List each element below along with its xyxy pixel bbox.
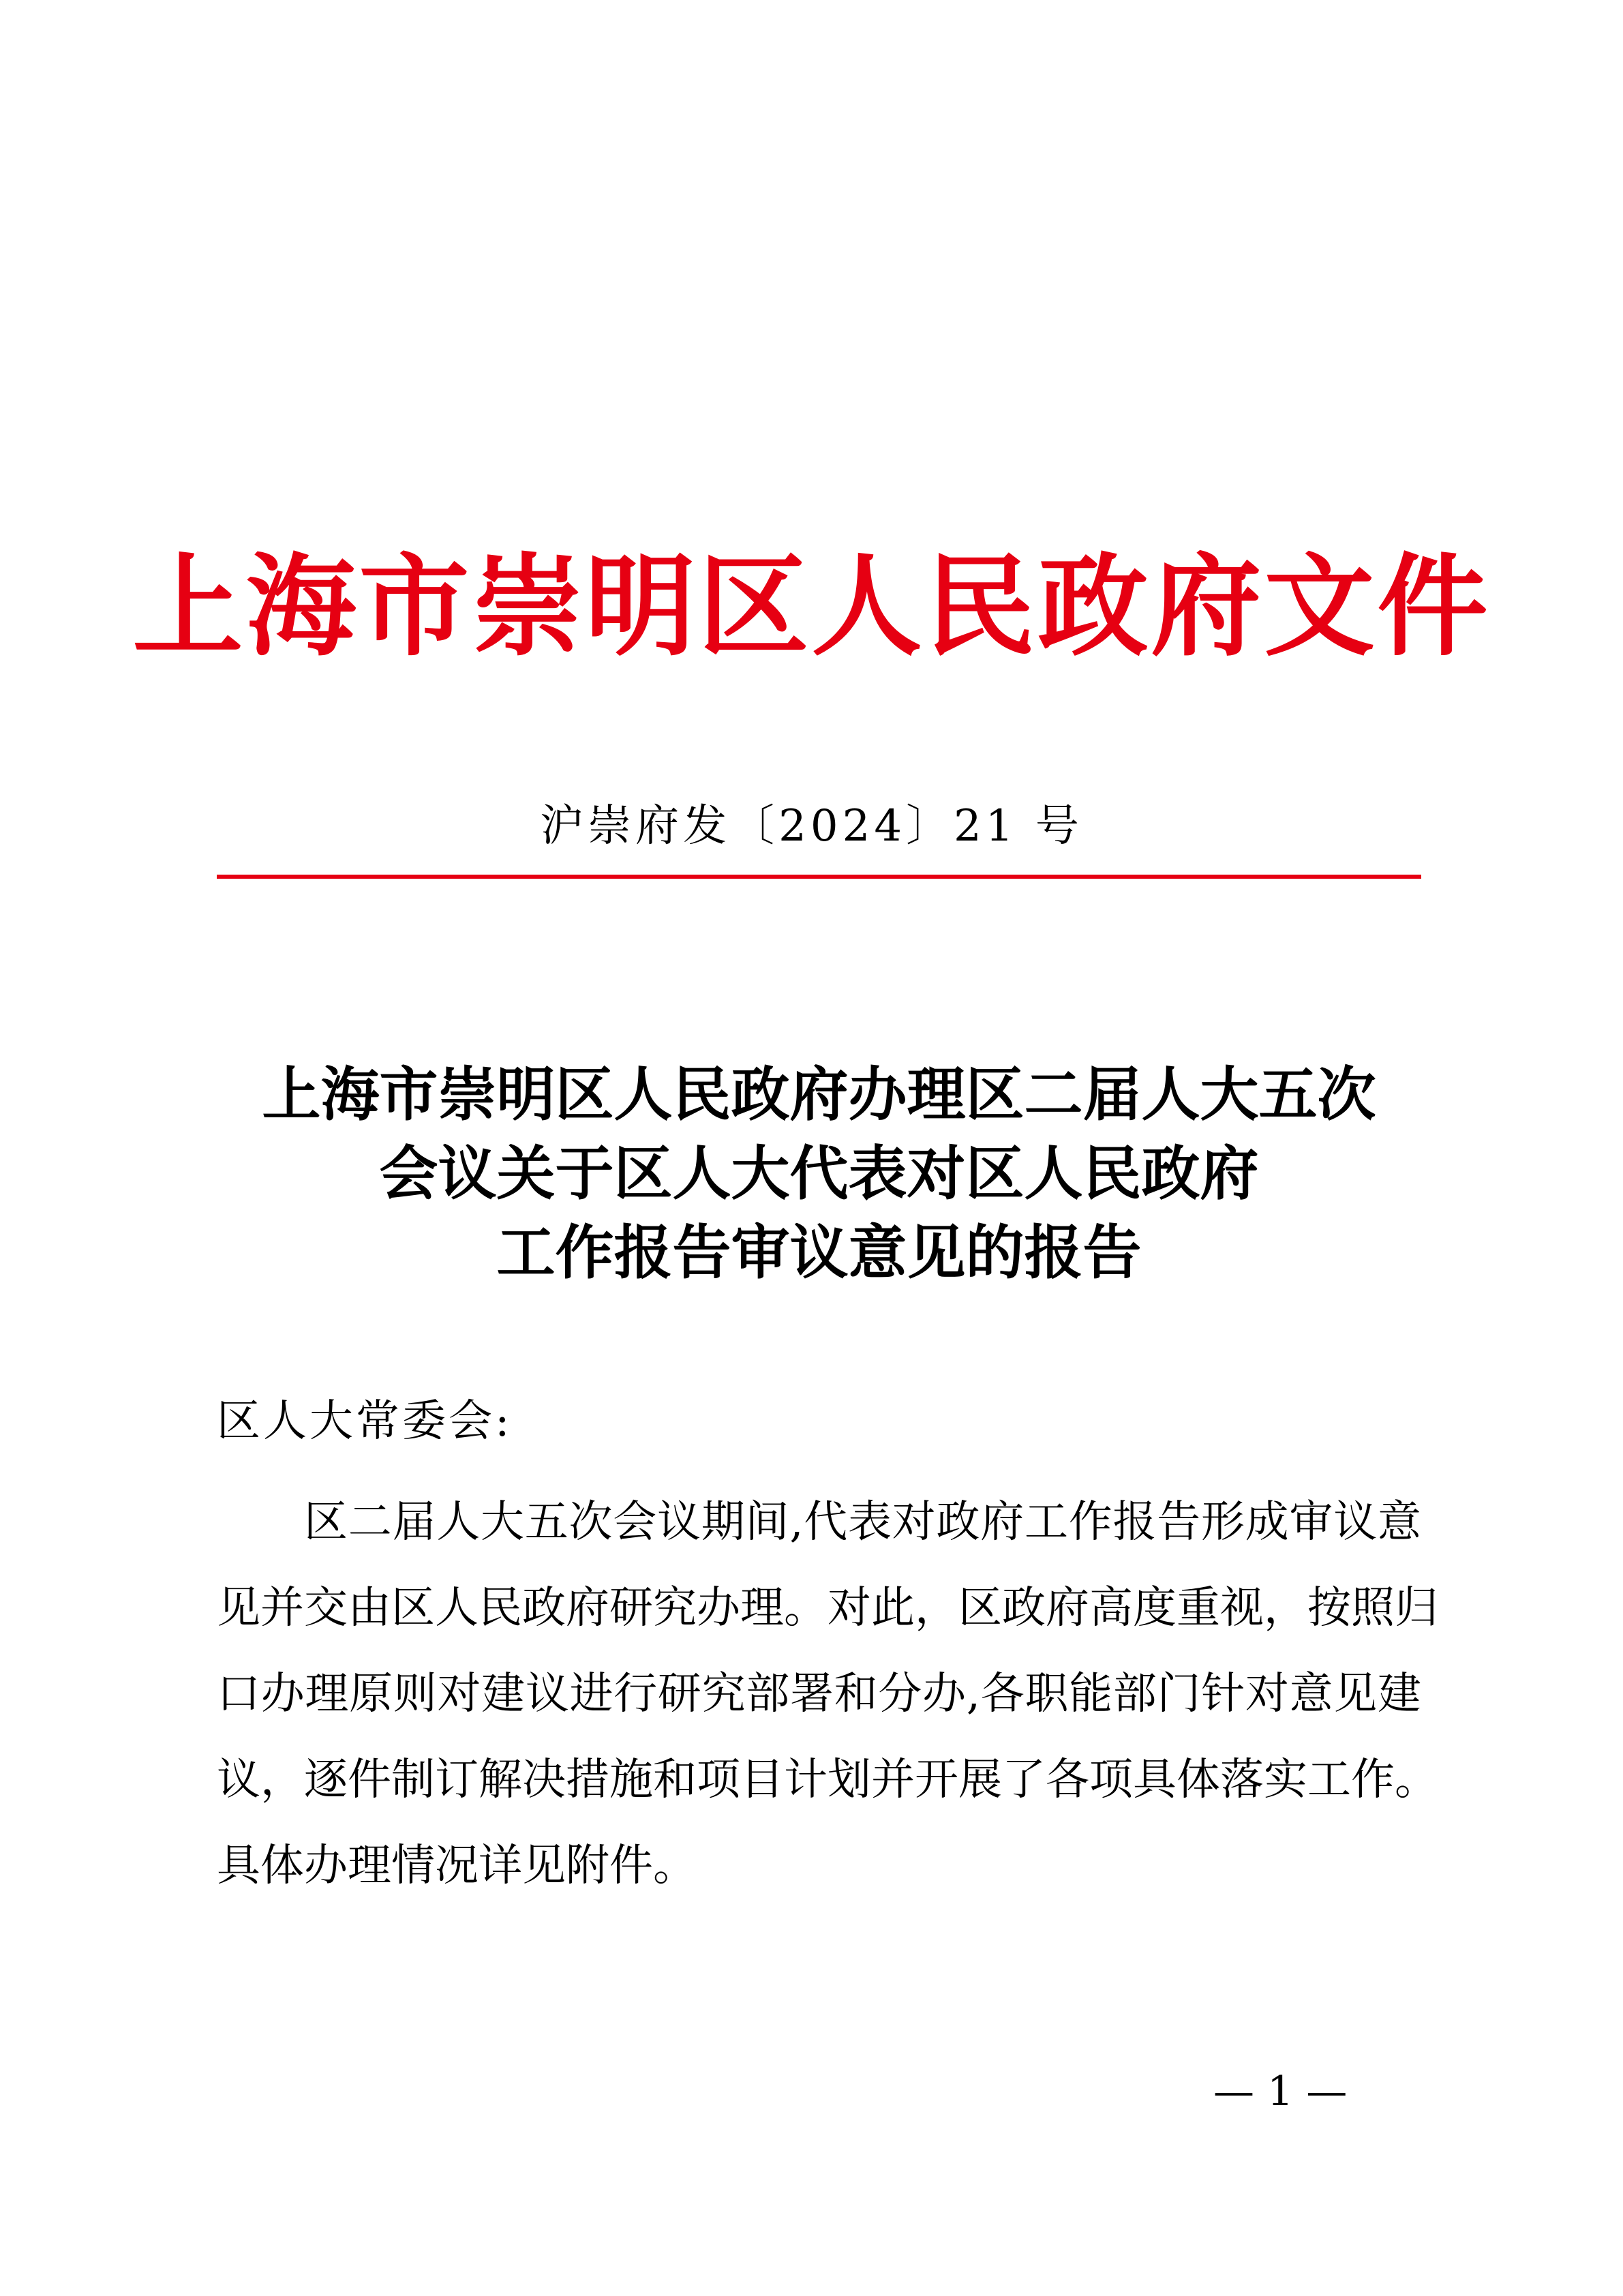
title-line: 工作报告审议意见的报告 [496,1218,1142,1287]
body-line: 区二届人大五次会议期间,代表对政府工作报告形成审议意 [304,1497,1421,1547]
body-paragraph [217,1479,1438,1909]
page-number: — 1 — [1213,2068,1348,2115]
document-number: 沪崇府发〔2024〕21 号 [540,801,1083,851]
document-title [217,1055,1421,1293]
body-line: 具体办理情况详见附件。 [217,1841,697,1891]
body-line: 议，逐件制订解决措施和项目计划并开展了各项具体落实工作。 [217,1755,1438,1805]
issuer-masthead: 上海市崇明区人民政府文件 [132,542,1491,671]
body-line: 口办理原则对建议进行研究部署和分办,各职能部门针对意见建 [217,1669,1421,1719]
title-line: 会议关于区人大代表对区人民政府 [379,1139,1259,1208]
title-line: 上海市崇明区人民政府办理区二届人大五次 [262,1060,1376,1129]
salutation: 区人大常委会: [217,1396,513,1447]
body-line: 见并交由区人民政府研究办理。对此，区政府高度重视，按照归 [217,1583,1438,1633]
red-divider-rule [217,875,1421,879]
